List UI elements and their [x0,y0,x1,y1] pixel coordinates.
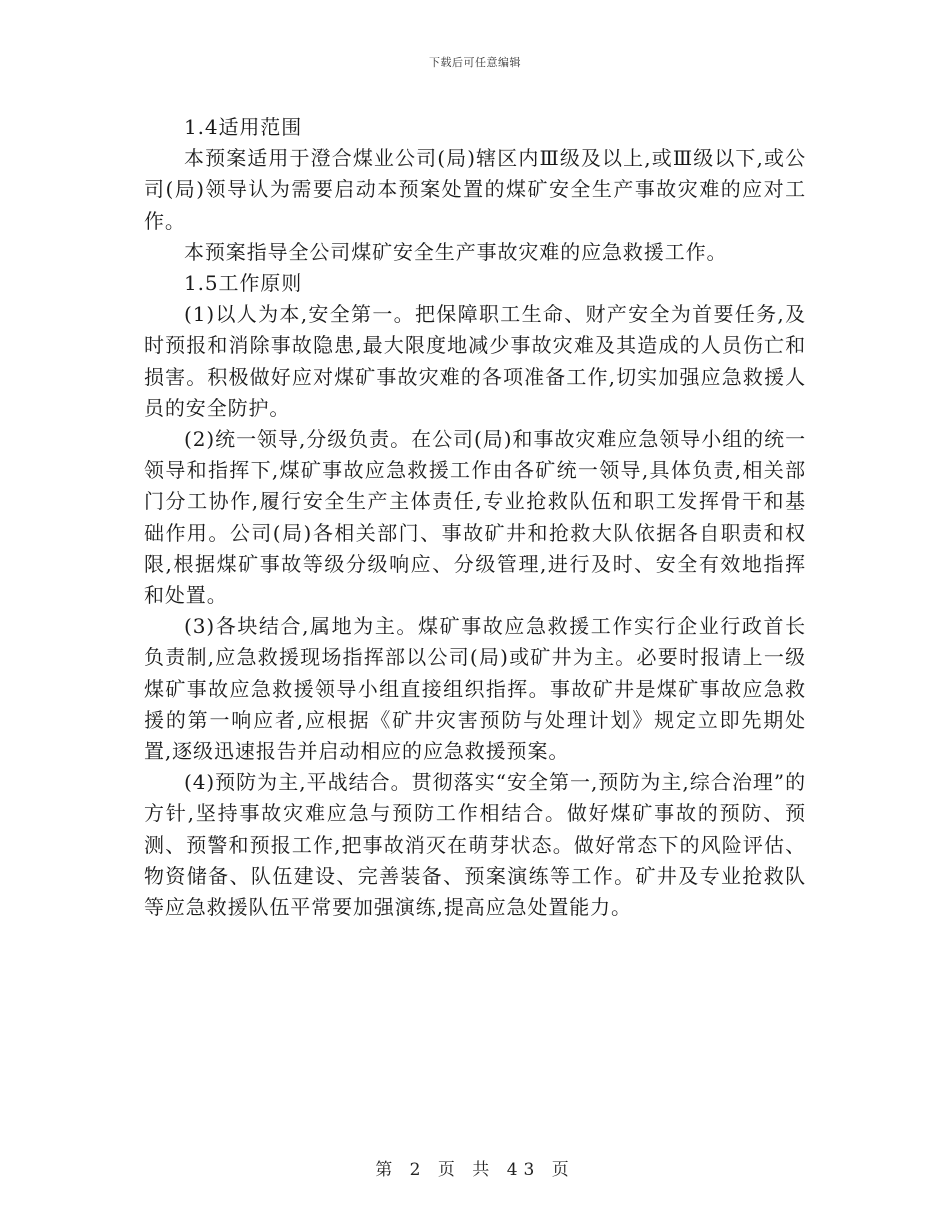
page-header-note: 下载后可任意编辑 [429,56,521,69]
paragraph-principle-3: (3)各块结合,属地为主。煤矿事故应急救援工作实行企业行政首长负责制,应急救援现场指挥部以公司(局)或矿井为主。必要时报请上一级煤矿事故应急救援领导小组直接组织指挥。事故矿井是煤矿事故应急救援的第一响应者,应根据《矿井灾害预防与处理计划》规定立即先期处置,逐级迅速报告并启动相应的应急救援预案。 [144,614,806,764]
section-heading-1-4: 1.4适用范围 [184,115,303,139]
page-number: 第 2 页 共 43 页 [375,1160,575,1180]
document-body [144,112,806,923]
paragraph-principle-4: (4)预防为主,平战结合。贯彻落实“安全第一,预防为主,综合治理”的方针,坚持事故灾难应急与预防工作相结合。做好煤矿事故的预防、预测、预警和预报工作,把事故消灭在萌芽状态。做好常态下的风险评估、物资储备、队伍建设、完善装备、预案演练等工作。矿井及专业抢救队等应急救援队伍平常要加强演练,提高应急处置能力。 [144,770,806,920]
section-heading-1-5: 1.5工作原则 [184,271,303,296]
paragraph-principle-1: (1)以人为本,安全第一。把保障职工生命、财产安全为首要任务,及时预报和消除事故隐患,最大限度地减少事故灾难及其造成的人员伤亡和损害。积极做好应对煤矿事故灾难的各项准备工作,切实加强应急救援人员的安全防护。 [144,302,806,420]
paragraph-principle-2: (2)统一领导,分级负责。在公司(局)和事故灾难应急领导小组的统一领导和指挥下,煤矿事故应急救援工作由各矿统一领导,具体负责,相关部门分工协作,履行安全生产主体责任,专业抢救队伍和职工发挥骨干和基础作用。公司(局)各相关部门、事故矿井和抢救大队依据各自职责和权限,根据煤矿事故等级分级响应、分级管理,进行及时、安全有效地指挥和处置。 [144,427,806,608]
paragraph-guidance: 本预案指导全公司煤矿安全生产事故灾难的应急救援工作。 [184,239,728,264]
paragraph-scope: 本预案适用于澄合煤业公司(局)辖区内Ⅲ级及以上,或Ⅲ级以下,或公司(局)领导认为需要启动本预案处置的煤矿安全生产事故灾难的应对工作。 [144,146,806,233]
